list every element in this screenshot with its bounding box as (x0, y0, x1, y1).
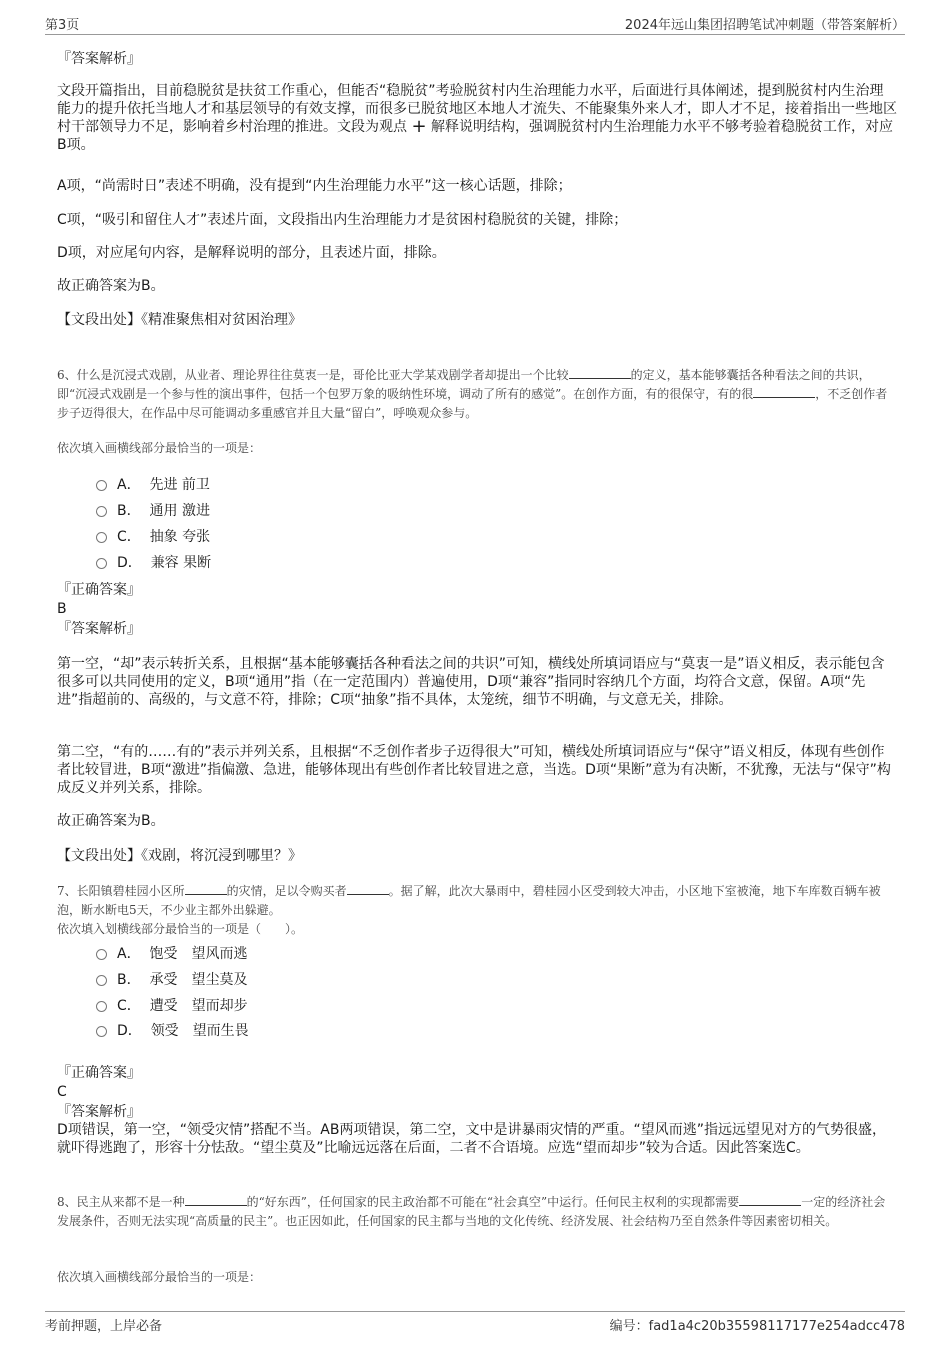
option-letter: D． (117, 1023, 142, 1039)
option-letter: B． (117, 972, 141, 988)
q6-stem-part3: ，不乏创作者步子迈得很大，在作品中尽可能调动多重感官并且大量“留白”，呼唤观众参与。 (57, 387, 888, 420)
code-label: 编号： (609, 1319, 649, 1334)
q7-stem-part3: 。据了解，此次大暴雨中，碧桂园小区受到较大冲击，小区地下室被淹，地下车库数百辆车被泡，断水断电5天，不少业主都外出躲避。 (57, 884, 881, 917)
option-text: 饱受 望风而逃 (149, 946, 248, 962)
q5-para-part1: 文段开篇指出，目前稳脱贫是扶贫工作重心，但能否“稳脱贫”考验脱贫村内生治理能力水平，后面进行具体阐述，提到脱贫村内生治理能力的提升依托当地人才和基层领导的有效支撑，而很多已脱贫地区本地人才流失、不能聚集外来人才，即人才不足，接着指出一些地区村干部领导力不足，影响着乡村治理的推进。文段为观点 (57, 83, 897, 135)
q6-analysis-para2: 第二空，“有的……有的”表示并列关系，且根据“不乏创作者步子迈得很大”可知，横线处所填词语应与“保守”语义相反，体现有些创作者比较冒进，B项“激进”指偏激、急进，能够体现出有些创作者比较冒进之意，当选。D项“果断”意为有决断，不犹豫，无法与“保守”构成反义并列关系，排除。 (57, 744, 891, 796)
option-text: 承受 望尘莫及 (149, 972, 248, 988)
q6-option-d[interactable] (96, 554, 211, 572)
code-value: fad1a4c20b35598117177e254adcc478 (648, 1319, 905, 1334)
blank-line (739, 1193, 801, 1206)
radio-icon[interactable] (96, 975, 107, 986)
q5-analysis-para (57, 82, 897, 154)
option-letter: B． (117, 503, 141, 519)
q8-stem (57, 1193, 897, 1231)
q5-analysis-label: 『答案解析』 (57, 51, 141, 67)
q7-option-d[interactable] (96, 1022, 249, 1040)
blank-line (753, 385, 815, 398)
q6-answer-label: 『正确答案』 (57, 582, 141, 598)
blank-line (185, 1193, 247, 1206)
radio-icon[interactable] (96, 1001, 107, 1012)
q7-answer: C (57, 1084, 67, 1100)
q5-para-part2: 解释说明结构，强调脱贫村内生治理能力水平不够考验着稳脱贫工作，对应B项。 (57, 119, 893, 153)
document-title: 2024年远山集团招聘笔试冲刺题（带答案解析） (624, 18, 905, 33)
q8-stem-part3: 一定的经济社会发展条件，否则无法实现“高质量的民主”。也正因如此，任何国家的民主都与当地的文化传统、经济发展、社会结构乃至自然条件等因素密切相关。 (57, 1195, 886, 1228)
option-text: 通用 激进 (149, 503, 210, 519)
q6-option-a[interactable] (96, 476, 210, 494)
document-code (610, 1315, 905, 1334)
radio-icon[interactable] (96, 1026, 107, 1037)
q8-stem-part1: 8、民主从来都不是一种 (57, 1195, 185, 1209)
q6-source: 【文段出处】《戏剧，将沉浸到哪里？》 (57, 848, 302, 864)
q5-conclusion: 故正确答案为B。 (57, 278, 165, 294)
q6-analysis-label: 『答案解析』 (57, 621, 141, 637)
option-text: 兼容 果断 (150, 555, 212, 571)
q6-analysis-para1: 第一空，“却”表示转折关系，且根据“基本能够囊括各种看法之间的共识”可知，横线处所填词语应与“莫衷一是”语义相反，表示能包含很多可以共同使用的定义，B项“通用”指（在一定范围内）普遍使用，D项“兼容”指同时容纳几个方面，均符合文意，保留。A项“先进”指超前的、高级的，与文意不符，排除；C项“抽象”指不具体，太笼统，细节不明确，与文意无关，排除。 (57, 656, 885, 708)
q8-prompt: 依次填入画横线部分最恰当的一项是： (57, 1270, 262, 1284)
q6-stem-part2: 的定义，基本能够囊括各种看法之间的共识，即“沉浸式戏剧是一个参与性的演出事件，包括一个包罗万象的吸纳性环境，调动了所有的感觉”。在创作方面，有的很保守，有的很 (57, 368, 871, 401)
plus-sign: + (411, 116, 427, 137)
footer-divider (45, 1311, 905, 1312)
q6-answer: B (57, 601, 67, 617)
option-letter: A． (117, 946, 141, 962)
option-letter: D． (117, 555, 142, 571)
q5-option-c-analysis: C项，“吸引和留住人才”表述片面，文段指出内生治理能力才是贫困村稳脱贫的关键，排除； (57, 212, 628, 228)
q7-stem-part1: 7、长阳镇碧桂园小区所 (57, 884, 185, 898)
q6-prompt: 依次填入画横线部分最恰当的一项是： (57, 441, 262, 455)
option-letter: C． (117, 998, 141, 1014)
header-divider (45, 34, 905, 35)
q6-stem-part1: 6、什么是沉浸式戏剧，从业者、理论界往往莫衷一是，哥伦比亚大学某戏剧学者却提出一个比较 (57, 368, 569, 382)
q6-conclusion: 故正确答案为B。 (57, 813, 165, 829)
q7-answer-label: 『正确答案』 (57, 1065, 141, 1081)
q7-option-b[interactable] (96, 971, 248, 989)
radio-icon[interactable] (96, 558, 107, 569)
footer-slogan: 考前押题，上岸必备 (45, 1319, 163, 1334)
q6-stem (57, 366, 897, 423)
q7-option-a[interactable] (96, 945, 247, 963)
radio-icon[interactable] (96, 949, 107, 960)
option-text: 领受 望而生畏 (150, 1023, 249, 1039)
q8-stem-part2: 的“好东西”，任何国家的民主政治都不可能在“社会真空”中运行。任何民主权利的实现都需要 (246, 1195, 740, 1209)
q7-analysis-para: D项错误，第一空，“领受灾情”搭配不当。AB两项错误，第二空，文中是讲暴雨灾情的严重。“望风而逃”指远远望见对方的气势很盛，就吓得逃跑了，形容十分怯敌。“望尘莫及”比喻远远落在后面，二者不合语境。应选“望而却步”较为合适。因此答案选C。 (57, 1122, 886, 1156)
radio-icon[interactable] (96, 532, 107, 543)
q5-option-a-analysis: A项，“尚需时日”表述不明确，没有提到“内生治理能力水平”这一核心话题，排除； (57, 178, 572, 194)
blank-line (347, 882, 389, 895)
q6-option-c[interactable] (96, 528, 210, 546)
option-letter: C． (117, 529, 141, 545)
q7-stem (57, 882, 897, 920)
q7-analysis-label: 『答案解析』 (57, 1104, 141, 1120)
q5-source: 【文段出处】《精准聚焦相对贫困治理》 (57, 312, 302, 328)
option-text: 先进 前卫 (149, 477, 210, 493)
option-text: 抽象 夸张 (149, 529, 211, 545)
blank-line (569, 366, 631, 379)
q7-option-c[interactable] (96, 997, 248, 1015)
blank-line (185, 882, 227, 895)
page-number: 第3页 (45, 18, 80, 33)
radio-icon[interactable] (96, 506, 107, 517)
q5-option-d-analysis: D项，对应尾句内容，是解释说明的部分，且表述片面，排除。 (57, 245, 446, 261)
radio-icon[interactable] (96, 480, 107, 491)
q6-option-b[interactable] (96, 502, 210, 520)
option-text: 遭受 望而却步 (149, 998, 248, 1014)
q7-stem-part2: 的灾情，足以令购买者 (226, 884, 347, 898)
q7-prompt: 依次填入划横线部分最恰当的一项是（ ）。 (57, 922, 304, 936)
option-letter: A． (117, 477, 141, 493)
